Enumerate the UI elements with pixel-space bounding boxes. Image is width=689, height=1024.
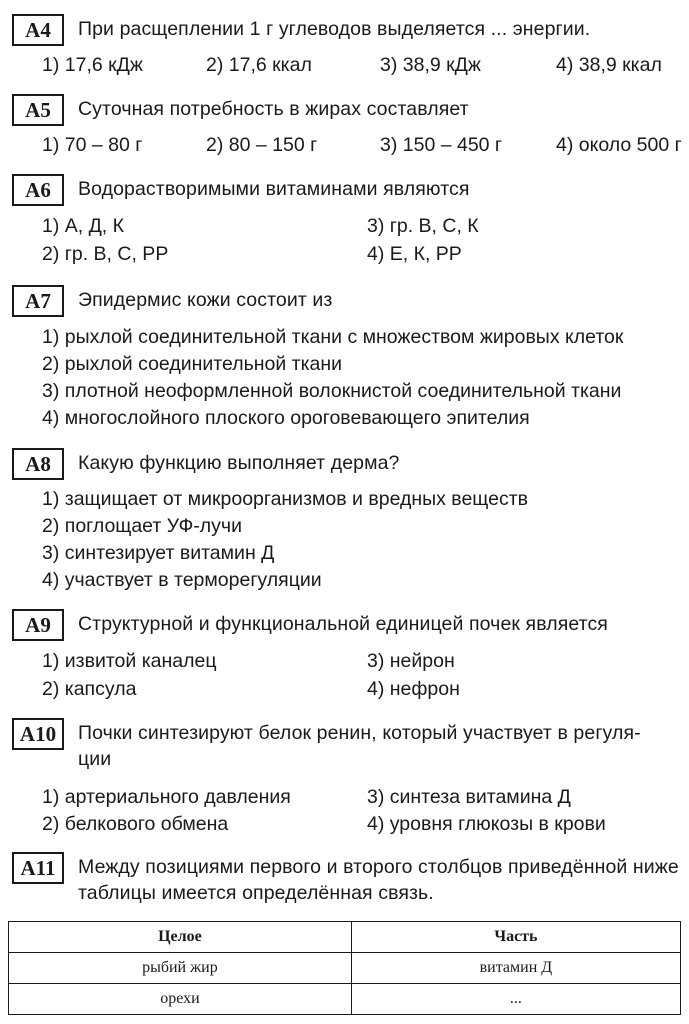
question-a9 [0, 609, 689, 643]
table-header-part: Часть [351, 922, 680, 953]
question-text: Суточная потребность в жирах составляет [78, 98, 469, 120]
option-1[interactable]: 1) А, Д, К [42, 215, 124, 237]
option-1[interactable]: 1) защищает от микроорганизмов и вредных веществ [42, 488, 529, 510]
option-1[interactable]: 1) рыхлой соединительной ткани с множеством жировых клеток [42, 326, 624, 348]
option-4[interactable]: 4) нефрон [367, 678, 460, 700]
question-number: A10 [12, 718, 64, 750]
option-4[interactable]: 4) многослойного плоского ороговевающего эпителия [42, 407, 530, 429]
option-1[interactable]: 1) 17,6 кДж [42, 54, 143, 76]
option-3[interactable]: 3) гр. В, С, К [367, 215, 479, 237]
option-2[interactable]: 2) белкового обмена [42, 813, 229, 835]
option-3[interactable]: 3) синтеза витамина Д [367, 786, 571, 808]
question-text: Структурной и функциональной единицей почек является [78, 613, 608, 635]
question-number: A9 [12, 609, 64, 641]
option-3[interactable]: 3) 38,9 кДж [380, 54, 481, 76]
question-number: A11 [12, 852, 64, 884]
option-2[interactable]: 2) гр. В, С, РР [42, 243, 169, 265]
question-number: A8 [12, 448, 64, 480]
option-4[interactable]: 4) 38,9 ккал [556, 54, 662, 76]
option-1[interactable]: 1) 70 – 80 г [42, 134, 143, 156]
option-4[interactable]: 4) около 500 г [556, 134, 682, 156]
option-4[interactable]: 4) уровня глюкозы в крови [367, 813, 606, 835]
question-number: A5 [12, 94, 64, 126]
table-row [9, 953, 681, 984]
table-header-whole: Целое [9, 922, 352, 953]
question-a6 [0, 174, 689, 208]
option-4[interactable]: 4) Е, К, РР [367, 243, 462, 265]
option-3[interactable]: 3) нейрон [367, 650, 455, 672]
option-3[interactable]: 3) 150 – 450 г [380, 134, 503, 156]
option-2[interactable]: 2) 17,6 ккал [206, 54, 312, 76]
table-cell: витамин Д [351, 953, 680, 984]
option-2[interactable]: 2) капсула [42, 678, 137, 700]
relation-table [8, 921, 681, 1015]
question-a7 [0, 285, 689, 319]
option-1[interactable]: 1) артериального давления [42, 786, 291, 808]
question-a5 [0, 94, 689, 128]
question-a10 [0, 718, 689, 770]
question-text: Почки синтезируют белок ренин, который участвует в регуля-ции [78, 722, 641, 770]
question-number: A7 [12, 285, 64, 317]
option-3[interactable]: 3) синтезирует витамин Д [42, 542, 275, 564]
option-2[interactable]: 2) поглощает УФ-лучи [42, 515, 242, 537]
question-text: Водорастворимыми витаминами являются [78, 178, 470, 200]
question-a11 [0, 852, 689, 904]
question-text: При расщеплении 1 г углеводов выделяется ... энергии. [78, 18, 591, 40]
question-number: A6 [12, 174, 64, 206]
table-row [9, 984, 681, 1015]
option-2[interactable]: 2) 80 – 150 г [206, 134, 318, 156]
table-header-row [9, 922, 681, 953]
option-2[interactable]: 2) рыхлой соединительной ткани [42, 353, 343, 375]
question-text: Эпидермис кожи состоит из [78, 289, 333, 311]
question-text: Какую функцию выполняет дерма? [78, 452, 400, 474]
question-number: A4 [12, 14, 64, 46]
option-4[interactable]: 4) участвует в терморегуляции [42, 569, 322, 591]
option-1[interactable]: 1) извитой каналец [42, 650, 217, 672]
question-a8 [0, 448, 689, 482]
table-cell: орехи [9, 984, 352, 1015]
option-3[interactable]: 3) плотной неоформленной волокнистой соединительной ткани [42, 380, 622, 402]
table-cell: рыбий жир [9, 953, 352, 984]
question-a4 [0, 14, 689, 48]
table-cell: ... [351, 984, 680, 1015]
question-text: Между позициями первого и второго столбцов приведённой ниже таблицы имеется определённая связь. [78, 856, 679, 904]
